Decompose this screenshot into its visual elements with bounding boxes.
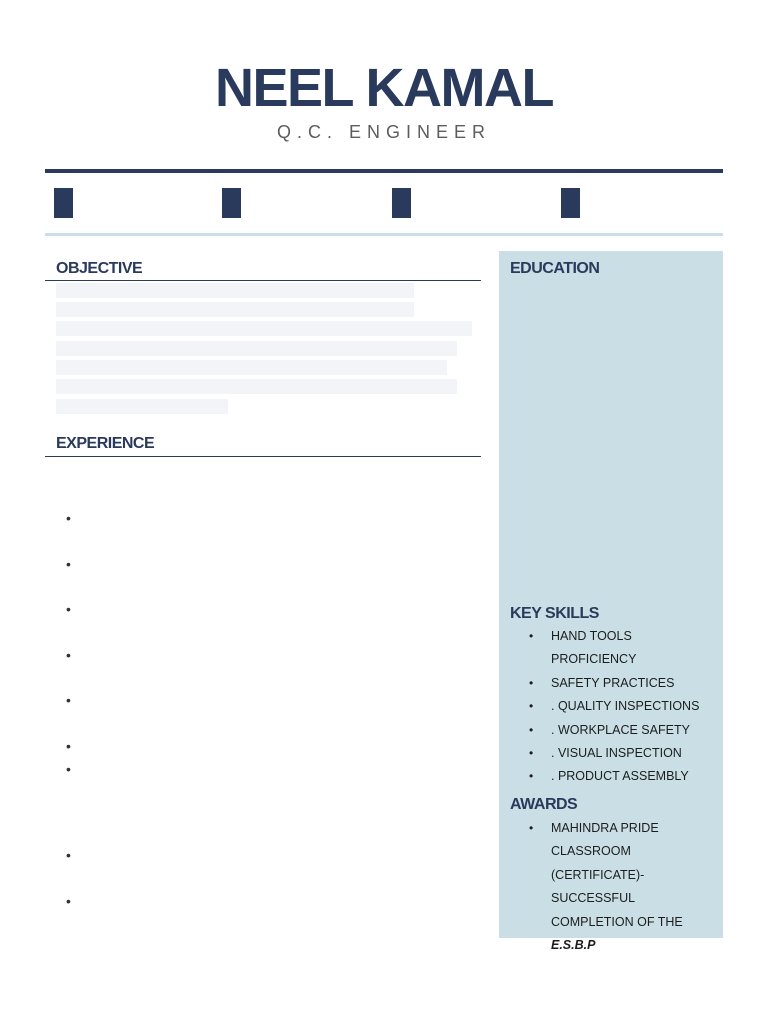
award-description: MAHINDRA PRIDE CLASSROOM (CERTIFICATE)-SUCCESSFUL COMPLETION OF THE (551, 821, 683, 929)
contact-divider (45, 233, 723, 236)
list-item: • (66, 893, 71, 909)
sidebar-panel (499, 251, 723, 953)
list-item (499, 742, 723, 765)
placeholder-line (56, 399, 228, 414)
placeholder-line (56, 379, 457, 394)
list-item (499, 765, 723, 788)
placeholder-line (56, 360, 447, 375)
experience-rule (45, 456, 481, 457)
list-item: • (66, 510, 71, 526)
placeholder-line (56, 321, 472, 336)
list-item: • (66, 738, 71, 754)
contact-icon-4 (561, 188, 580, 218)
list-item (499, 695, 723, 718)
list-item (499, 625, 723, 672)
award-text (551, 821, 683, 952)
bullet-icon: • (529, 746, 534, 761)
job-title: Q.C. ENGINEER (276, 122, 492, 142)
header-divider (45, 169, 723, 173)
list-item (499, 719, 723, 742)
bullet-icon: • (529, 722, 534, 737)
list-item: • (66, 647, 71, 663)
skill-label: HAND TOOLS PROFICIENCY (551, 629, 637, 667)
candidate-name: NEEL KAMAL (214, 58, 553, 118)
bullet-icon: • (529, 821, 534, 835)
bullet-icon: • (529, 629, 534, 643)
placeholder-line (56, 302, 414, 317)
objective-rule (45, 280, 481, 281)
awards-list (499, 817, 723, 957)
list-item: • (66, 601, 71, 617)
experience-heading: EXPERIENCE (56, 435, 155, 452)
award-program: E.S.B.P (551, 938, 596, 953)
list-item: • (66, 847, 71, 863)
skill-label: . QUALITY INSPECTIONS (551, 699, 700, 714)
bullet-icon: • (529, 699, 534, 714)
awards-heading: AWARDS (510, 796, 578, 813)
list-item: • (66, 692, 71, 708)
placeholder-line (56, 283, 414, 298)
list-item: • (66, 556, 71, 572)
skill-label: SAFETY PRACTICES (551, 675, 675, 690)
skill-label: . WORKPLACE SAFETY (551, 722, 690, 737)
contact-icon-2 (222, 188, 241, 218)
skill-label: . PRODUCT ASSEMBLY (551, 769, 689, 784)
objective-heading: OBJECTIVE (56, 260, 143, 277)
list-item: • (66, 761, 71, 777)
skill-label: . VISUAL INSPECTION (551, 746, 682, 761)
contact-icon-1 (54, 188, 73, 218)
bullet-icon: • (529, 675, 534, 690)
skills-list (499, 625, 723, 789)
contact-icon-3 (392, 188, 411, 218)
education-heading: EDUCATION (510, 260, 600, 277)
key-skills-heading: KEY SKILLS (510, 605, 599, 622)
list-item (499, 672, 723, 695)
bullet-icon: • (529, 769, 534, 784)
placeholder-line (56, 341, 457, 356)
list-item (499, 817, 723, 957)
